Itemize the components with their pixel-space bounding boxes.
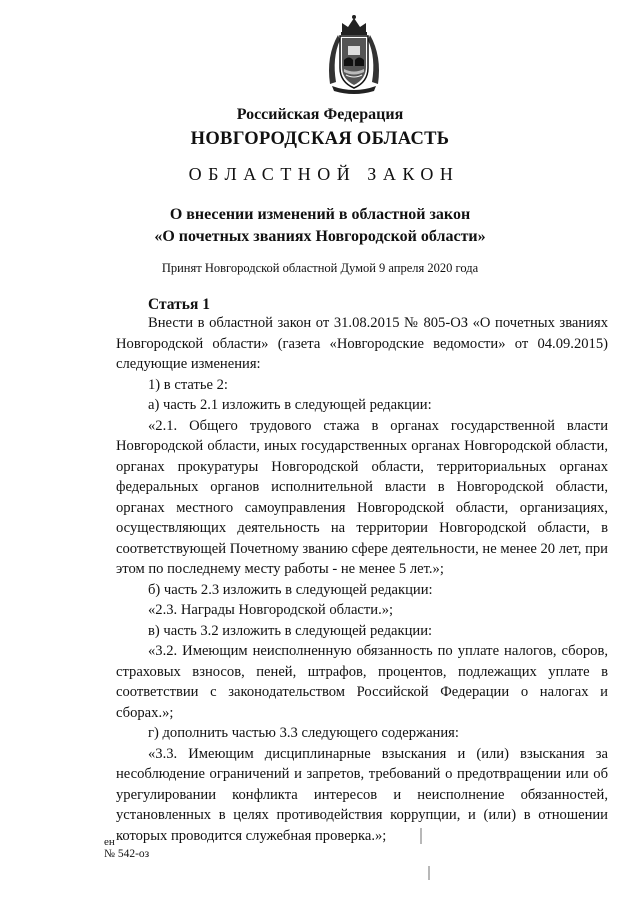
document-footer	[104, 836, 149, 860]
body-paragraph: г) дополнить частью 3.3 следующего содержания:	[148, 725, 459, 741]
scan-speck	[428, 866, 430, 880]
coat-of-arms-emblem	[322, 12, 386, 94]
adoption-note: Принят Новгородской областной Думой 9 апреля 2020 года	[161, 261, 479, 275]
federation-heading: Российская Федерация	[236, 106, 404, 123]
law-number: № 542-оз	[104, 848, 150, 860]
body-paragraph: «3.3. Имеющим дисциплинарные взыскания и (или) взыскания за несоблюдение ограничений и запретов, требований о предотвращении или об урегулировании конфликта интересов и неисполнение обязанностей, установленных в целях противодействия коррупции, и (или) в отношении которых проводится служебная проверка.»;	[116, 745, 608, 844]
body-paragraph: Внести в областной закон от 31.08.2015 № 805-ОЗ «О почетных званиях Новгородской области» (газета «Новгородские ведомости» от 04.09.2015) следующие изменения:	[116, 315, 608, 372]
body-paragraph: 1) в статье 2:	[148, 376, 228, 393]
body-paragraph: «2.3. Награды Новгородской области.»;	[148, 602, 394, 618]
article-heading: Статья 1	[148, 296, 210, 313]
body-paragraph: «3.2. Имеющим неисполненную обязанность по уплате налогов, сборов, страховых взносов, пеней, штрафов, процентов, подлежащих уплате в соответствии с законодательством Российской Федерации о налогах и сборах.»;	[116, 643, 608, 721]
scan-speck	[420, 828, 422, 844]
law-title-line-1: О внесении изменений в областной закон	[169, 206, 471, 223]
body-paragraph: а) часть 2.1 изложить в следующей редакции:	[148, 397, 432, 413]
law-title-line-2: «О почетных званиях Новгородской области»	[154, 228, 486, 245]
body-paragraph: «2.1. Общего трудового стажа в органах государственной власти Новгородской области, иных государственных органах Новгородской области, органах прокуратуры Новгородской области, территориальных органах федеральных органов исполнительной власти в Новгородской области, органах местного самоуправления Новгородской области, организациях, осуществляющих деятельность на территории Новгородской области, в соответствующей Почетному званию сфере деятельности, не менее 20 лет, при этом по последнему месту работы - не менее 5 лет.»;	[116, 417, 608, 577]
body-paragraph: б) часть 2.3 изложить в следующей редакции:	[148, 581, 433, 598]
region-heading: НОВГОРОДСКАЯ ОБЛАСТЬ	[190, 129, 450, 149]
article-body	[116, 313, 608, 846]
executor-initials: ен	[104, 836, 115, 848]
document-type-heading: ОБЛАСТНОЙ ЗАКОН	[188, 164, 460, 184]
body-paragraph: в) часть 3.2 изложить в следующей редакции:	[148, 622, 433, 639]
